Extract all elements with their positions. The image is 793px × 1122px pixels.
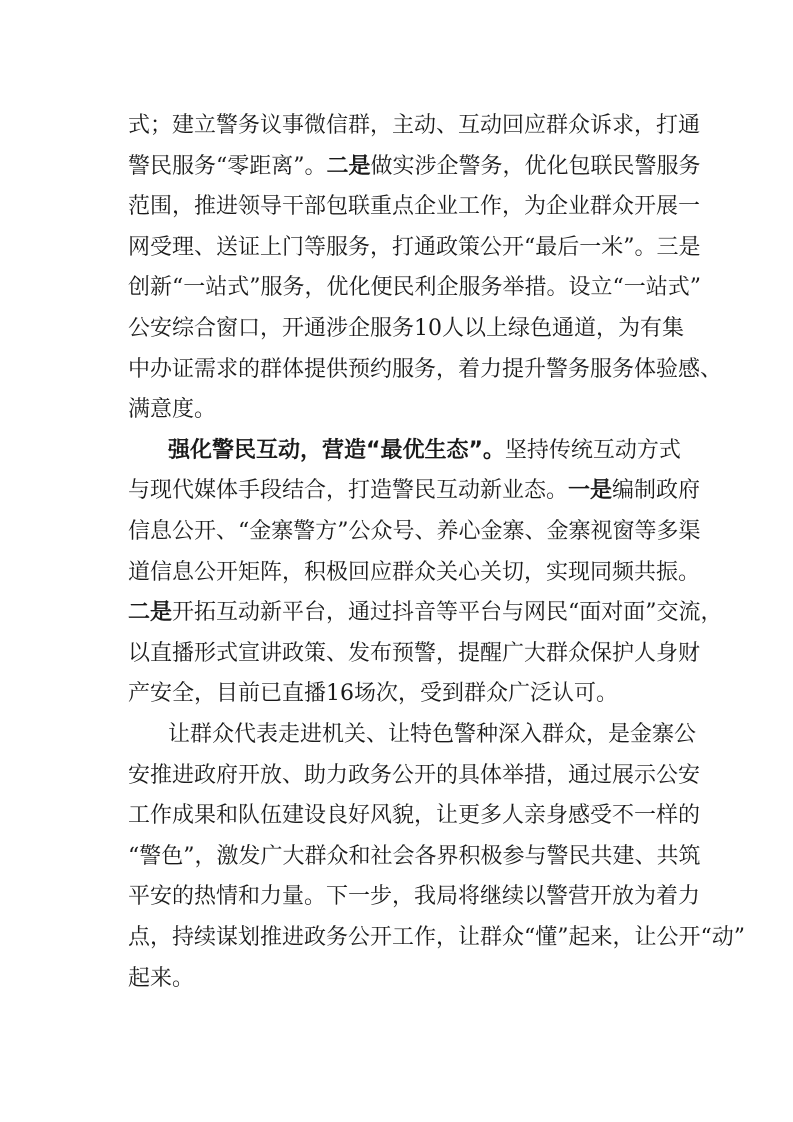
- text-segment: 网受理、送证上门等服务，打通政策公开“最后一米”。三是: [128, 234, 701, 260]
- text-line: [168, 431, 681, 471]
- text-line: [128, 187, 701, 227]
- text-segment: 满意度。: [128, 397, 217, 423]
- text-segment: 坚持传统互动方式: [504, 437, 681, 463]
- text-line: [128, 228, 701, 268]
- text-segment: 工作成果和队伍建设良好风貌，让更多人亲身感受不一样的: [128, 803, 701, 829]
- text-segment: 点，持续谋划推进政务公开工作，让群众“懂”起来，让公开“动”: [128, 925, 745, 950]
- text-line: [128, 268, 701, 308]
- text-segment: 公安综合窗口，开通涉企服务10人以上绿色通道，为有集: [128, 316, 684, 341]
- text-segment: 平安的热情和力量。下一步，我局将继续以警营开放为着力: [128, 884, 701, 910]
- text-segment: 式；建立警务议事微信群，主动、互动回应群众诉求，打通: [128, 113, 701, 138]
- text-segment: 编制政府: [612, 478, 701, 504]
- bold-text: 强化警民互动，营造“最优生态”。: [168, 437, 505, 463]
- text-segment: 以直播形式宣讲政策、发布预警，提醒广大群众保护人身财: [128, 640, 701, 666]
- text-line: [128, 837, 701, 877]
- text-segment: 范围，推进领导干部包联重点企业工作，为企业群众开展一: [128, 194, 701, 220]
- text-segment: 与现代媒体手段结合，打造警民互动新业态。: [128, 478, 569, 504]
- text-segment: 让群众代表走进机关、让特色警种深入群众，是金寨公: [168, 722, 697, 747]
- text-line: [128, 756, 701, 796]
- text-line: [128, 796, 701, 836]
- text-line: [128, 106, 701, 146]
- text-segment: 中办证需求的群体提供预约服务，着力提升警务服务体验感、: [128, 356, 723, 382]
- text-line: [128, 350, 723, 390]
- text-line: [128, 553, 701, 593]
- text-line: [128, 512, 701, 552]
- text-line: [128, 634, 701, 674]
- text-line: [128, 390, 668, 430]
- text-segment: 信息公开、“金寨警方”公众号、养心金寨、金寨视窗等多渠: [128, 519, 701, 544]
- text-segment: 创新“一站式”服务，优化便民利企服务举措。设立“一站式”: [128, 275, 701, 301]
- text-segment: 道信息公开矩阵，积极回应群众关心关切，实现同频共振。: [128, 559, 701, 585]
- text-line: [128, 471, 701, 511]
- bold-text: 二是: [128, 600, 173, 626]
- text-segment: 做实涉企警务，优化包联民警服务: [370, 153, 701, 179]
- text-segment: 警民服务“零距离”。: [128, 153, 327, 179]
- bold-text: 一是: [568, 478, 613, 504]
- text-line: [128, 674, 668, 714]
- text-segment: 开拓互动新平台，通过抖音等平台与网民“面对面”交流，: [172, 600, 723, 626]
- text-line: [128, 309, 684, 349]
- text-line: [128, 918, 745, 958]
- text-segment: 安推进政府开放、助力政务公开的具体举措，通过展示公安: [128, 762, 701, 788]
- text-segment: “警色”，激发广大群众和社会各界积极参与警民共建、共筑: [128, 843, 701, 869]
- text-line: [128, 959, 668, 999]
- text-line: [128, 147, 701, 187]
- text-line: [168, 715, 697, 755]
- text-line: [128, 593, 723, 633]
- text-line: [128, 877, 701, 917]
- text-segment: 产安全，目前已直播16场次，受到群众广泛认可。: [128, 681, 618, 707]
- bold-text: 二是: [326, 153, 371, 179]
- text-segment: 起来。: [128, 965, 195, 991]
